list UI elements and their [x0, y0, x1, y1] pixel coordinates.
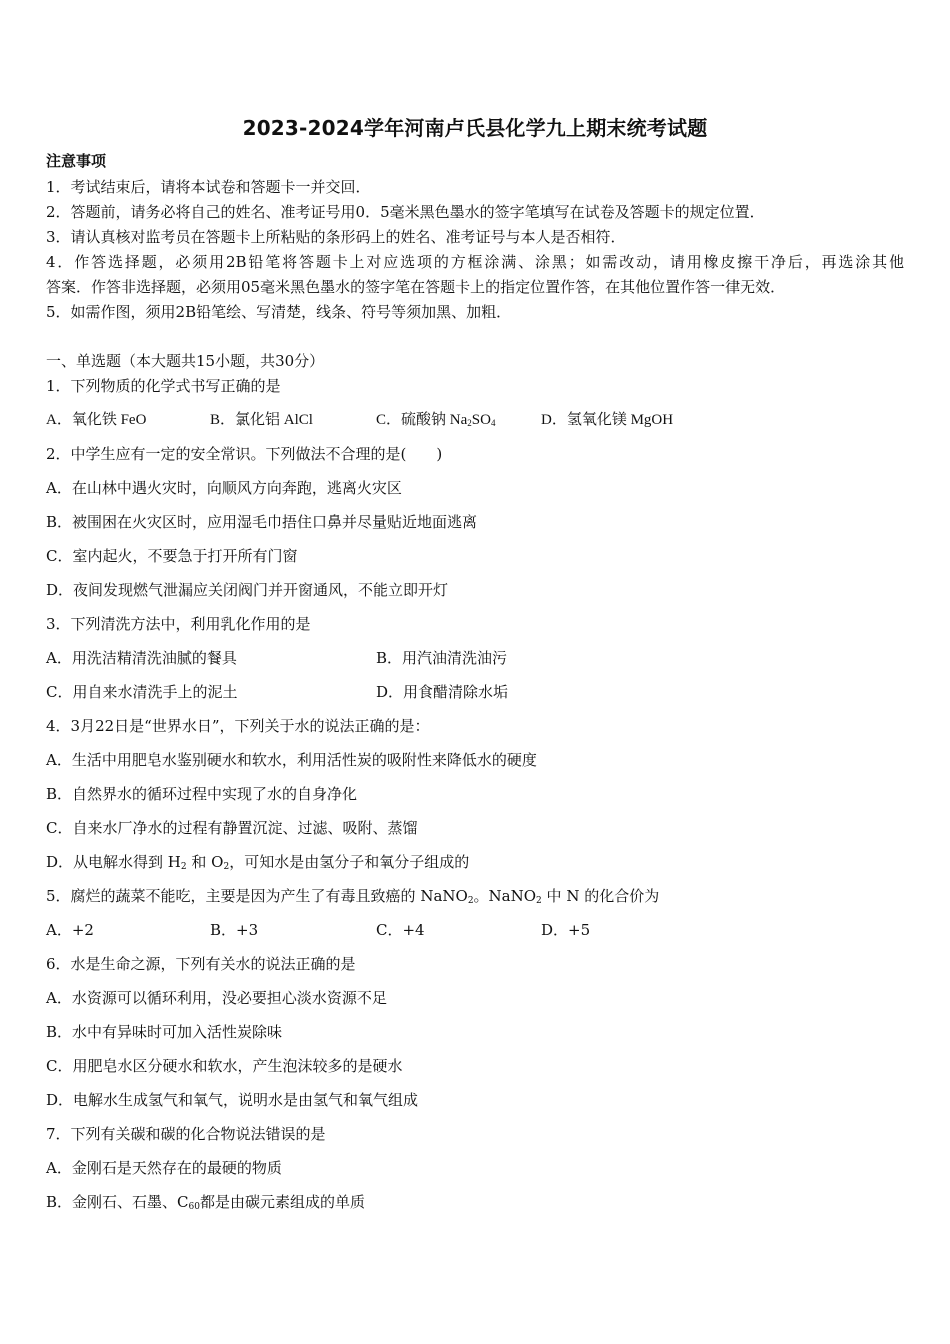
q2-option-a: A．在山林中遇火灾时，向顺风方向奔跑，逃离火灾区 [46, 479, 402, 497]
q7-option-a: A．金刚石是天然存在的最硬的物质 [46, 1159, 282, 1177]
notice-item-1: 1．考试结束后，请将本试卷和答题卡一并交回． [46, 178, 371, 196]
q4-option-c: C．自来水厂净水的过程有静置沉淀、过滤、吸附、蒸馏 [46, 819, 418, 837]
q4-option-b: B．自然界水的循环过程中实现了水的自身净化 [46, 785, 358, 803]
q3-option-c: C．用自来水清洗手上的泥土 [46, 683, 238, 701]
q1-option-b: B．氯化铝 AlCl [210, 412, 313, 428]
question-7-stem: 7．下列有关碳和碳的化合物说法错误的是 [46, 1125, 326, 1143]
question-6-stem: 6．水是生命之源，下列有关水的说法正确的是 [46, 955, 356, 973]
section-heading: 一、单选题（本大题共15小题，共30分） [46, 352, 325, 370]
notice-item-2: 2．答题前，请务必将自己的姓名、准考证号用0．5毫米黑色墨水的签字笔填写在试卷及答题卡的规定位置． [46, 203, 765, 221]
q5-option-d: D．+5 [541, 921, 591, 939]
q3-option-d: D．用食醋清除水垢 [376, 683, 509, 701]
q1-option-c: C．硫酸钠 $Na_2SO_4$ [376, 412, 496, 428]
q5-option-b: B．+3 [210, 921, 259, 939]
notice-item-4-cont: 答案．作答非选择题，必须用05毫米黑色墨水的签字笔在答题卡上的指定位置作答，在其他位置作答一律无效． [46, 278, 786, 296]
q4-option-d: D．从电解水得到 $H_2$ 和 $O_2$，可知水是由氢分子和氧分子组成的 [46, 853, 470, 872]
q6-option-c: C．用肥皂水区分硬水和软水，产生泡沫较多的是硬水 [46, 1057, 403, 1075]
q2-option-c: C．室内起火，不要急于打开所有门窗 [46, 547, 298, 565]
q5-option-c: C．+4 [376, 921, 425, 939]
q3-option-a: A．用洗洁精清洗油腻的餐具 [46, 649, 237, 667]
page-title: 2023-2024学年河南卢氏县化学九上期末统考试题 [242, 116, 708, 140]
q6-option-d: D．电解水生成氢气和氧气，说明水是由氢气和氧气组成 [46, 1091, 419, 1109]
question-4-stem: 4．3月22日是“世界水日”，下列关于水的说法正确的是： [46, 717, 430, 735]
notice-item-4: 4．作答选择题，必须用2B铅笔将答题卡上对应选项的方框涂满、涂黑；如需改动，请用橡皮擦干净后，再选涂其他 [46, 253, 904, 271]
q2-option-d: D．夜间发现燃气泄漏应关闭阀门并开窗通风，不能立即开灯 [46, 581, 449, 599]
notice-heading: 注意事项 [46, 152, 107, 170]
q4-option-a: A．生活中用肥皂水鉴别硬水和软水，利用活性炭的吸附性来降低水的硬度 [46, 751, 537, 769]
q6-option-a: A．水资源可以循环利用，没必要担心淡水资源不足 [46, 989, 387, 1007]
q7-option-b: B．金刚石、石墨、$C_{60}$都是由碳元素组成的单质 [46, 1193, 365, 1212]
q3-option-b: B．用汽油清洗油污 [376, 649, 508, 667]
notice-item-3: 3．请认真核对监考员在答题卡上所粘贴的条形码上的姓名、准考证号与本人是否相符． [46, 228, 626, 246]
q2-option-b: B．被围困在火灾区时，应用湿毛巾捂住口鼻并尽量贴近地面逃离 [46, 513, 478, 531]
question-1-stem: 1．下列物质的化学式书写正确的是 [46, 377, 281, 395]
notice-item-5: 5．如需作图，须用2B铅笔绘、写清楚，线条、符号等须加黑、加粗． [46, 303, 512, 321]
question-3-stem: 3．下列清洗方法中，利用乳化作用的是 [46, 615, 311, 633]
q6-option-b: B．水中有异味时可加入活性炭除味 [46, 1023, 283, 1041]
question-5-stem: 5．腐烂的蔬菜不能吃，主要是因为产生了有毒且致癌的 NaNO$_2$。NaNO$_2$ 中 N 的化合价为 [46, 887, 660, 906]
q1-option-d: D．氢氧化镁 MgOH [541, 412, 674, 428]
q1-option-a: A．氧化铁 FeO [46, 412, 147, 428]
question-2-stem: 2．中学生应有一定的安全常识。下列做法不合理的是( ) [46, 445, 443, 463]
q5-option-a: A．+2 [46, 921, 94, 939]
